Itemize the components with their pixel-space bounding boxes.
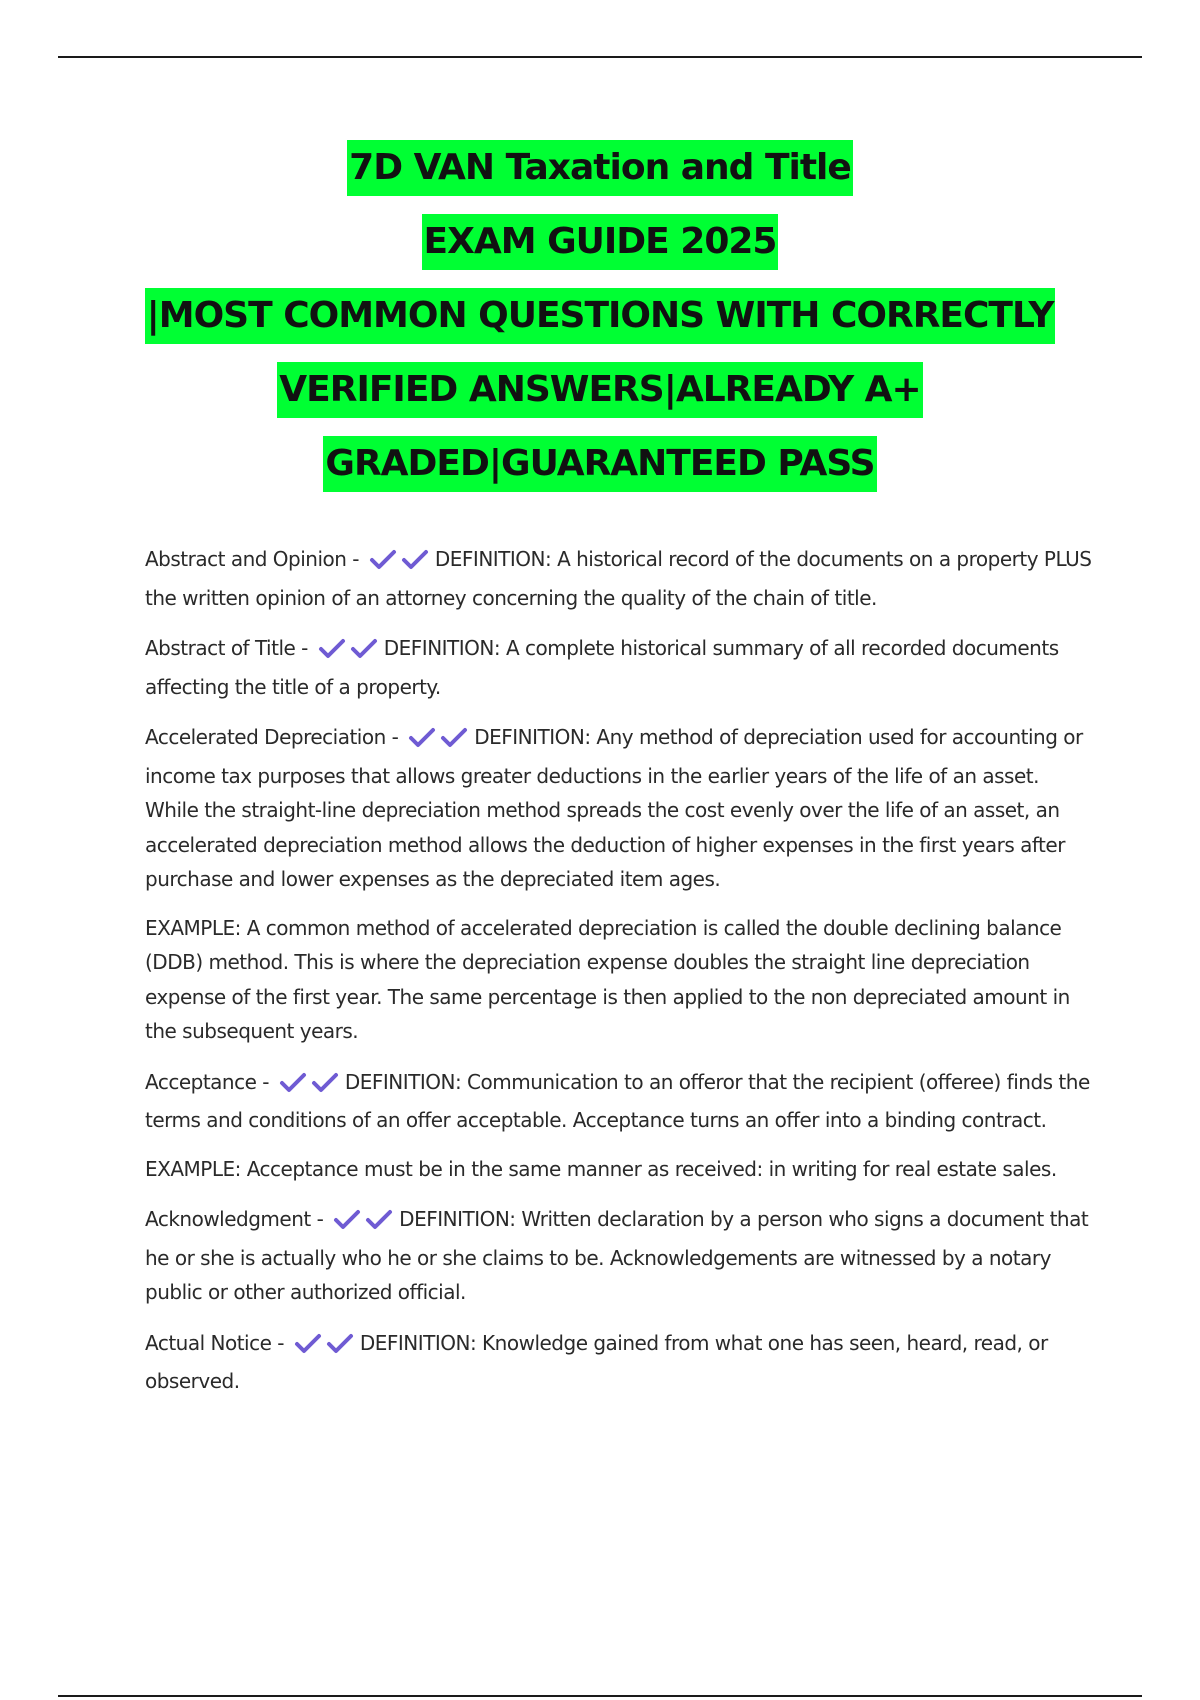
check-icon xyxy=(408,726,436,748)
check-icon xyxy=(369,548,397,570)
check-icon xyxy=(440,726,468,748)
title-line-text: GRADED|GUARANTEED PASS xyxy=(323,436,876,492)
entry-term: Accelerated Depreciation - xyxy=(145,725,405,749)
entry-term: Acknowledgment - xyxy=(145,1207,330,1231)
entry-text: DEFINITION: A historical record of the documents on a property PLUS the written opinion of an attorney concerning the quality of the chain of title. xyxy=(145,547,1092,610)
glossary-entry xyxy=(145,542,1093,615)
title-line-text: |MOST COMMON QUESTIONS WITH CORRECTLY xyxy=(145,288,1056,344)
title-line xyxy=(0,140,1200,196)
title-line xyxy=(0,288,1200,344)
title-line xyxy=(0,436,1200,492)
check-icon xyxy=(318,637,346,659)
glossary-entry xyxy=(145,720,1093,897)
check-icon xyxy=(311,1071,339,1093)
check-pair xyxy=(294,1330,358,1365)
example-text: EXAMPLE: A common method of accelerated depreciation is called the double declining balance (DDB) method. This is where the depreciation expense doubles the straight line depreciation expense of the first year. The same percentage is then applied to the non depreciated amount in the subsequent years. xyxy=(145,915,1070,1043)
entry-text: DEFINITION: Any method of depreciation used for accounting or income tax purposes that allows greater deductions in the earlier years of the life of an asset. While the straight-line depreciation method spreads the cost evenly over the life of an asset, an accelerated depreciation method allows the deduction of higher expenses in the first years after purchase and lower expenses as the depreciated item ages. xyxy=(145,725,1083,891)
check-pair xyxy=(369,546,433,581)
entry-text: DEFINITION: A complete historical summary of all recorded documents affecting the title of a property. xyxy=(145,636,1059,699)
glossary-example xyxy=(145,911,1093,1049)
check-pair xyxy=(408,724,472,759)
check-icon xyxy=(401,548,429,570)
footer-rule xyxy=(58,1695,1142,1697)
check-icon xyxy=(350,637,378,659)
entry-term: Abstract of Title - xyxy=(145,636,314,660)
check-icon xyxy=(326,1332,354,1354)
check-pair xyxy=(318,635,382,670)
glossary-entry xyxy=(145,631,1093,704)
glossary-example xyxy=(145,1152,1093,1187)
example-text: EXAMPLE: Acceptance must be in the same manner as received: in writing for real estate sales. xyxy=(145,1156,1057,1181)
entry-term: Acceptance - xyxy=(145,1069,275,1094)
title-line xyxy=(0,362,1200,418)
glossary-entry xyxy=(145,1326,1093,1399)
glossary-entries xyxy=(145,542,1093,1415)
title-line-text: 7D VAN Taxation and Title xyxy=(347,140,853,196)
check-icon xyxy=(333,1208,361,1230)
header-rule xyxy=(58,56,1142,58)
entry-text: DEFINITION: Knowledge gained from what one has seen, heard, read, or observed. xyxy=(145,1330,1048,1393)
glossary-entry xyxy=(145,1202,1093,1310)
title-line xyxy=(0,214,1200,270)
title-line-text: VERIFIED ANSWERS|ALREADY A+ xyxy=(277,362,922,418)
check-icon xyxy=(294,1332,322,1354)
entry-text: DEFINITION: Communication to an offeror that the recipient (offeree) finds the terms and conditions of an offer acceptable. Acceptance turns an offer into a binding contract. xyxy=(145,1069,1090,1132)
glossary-entry xyxy=(145,1065,1093,1138)
check-icon xyxy=(365,1208,393,1230)
entry-term: Abstract and Opinion - xyxy=(145,547,365,571)
entry-term: Actual Notice - xyxy=(145,1330,290,1355)
check-pair xyxy=(333,1206,397,1241)
title-line-text: EXAM GUIDE 2025 xyxy=(422,214,779,270)
check-icon xyxy=(279,1071,307,1093)
document-title xyxy=(0,140,1200,510)
entry-text: DEFINITION: Written declaration by a person who signs a document that he or she is actually who he or she claims to be. Acknowledgements are witnessed by a notary public or other authorized official. xyxy=(145,1207,1089,1304)
check-pair xyxy=(279,1069,343,1104)
